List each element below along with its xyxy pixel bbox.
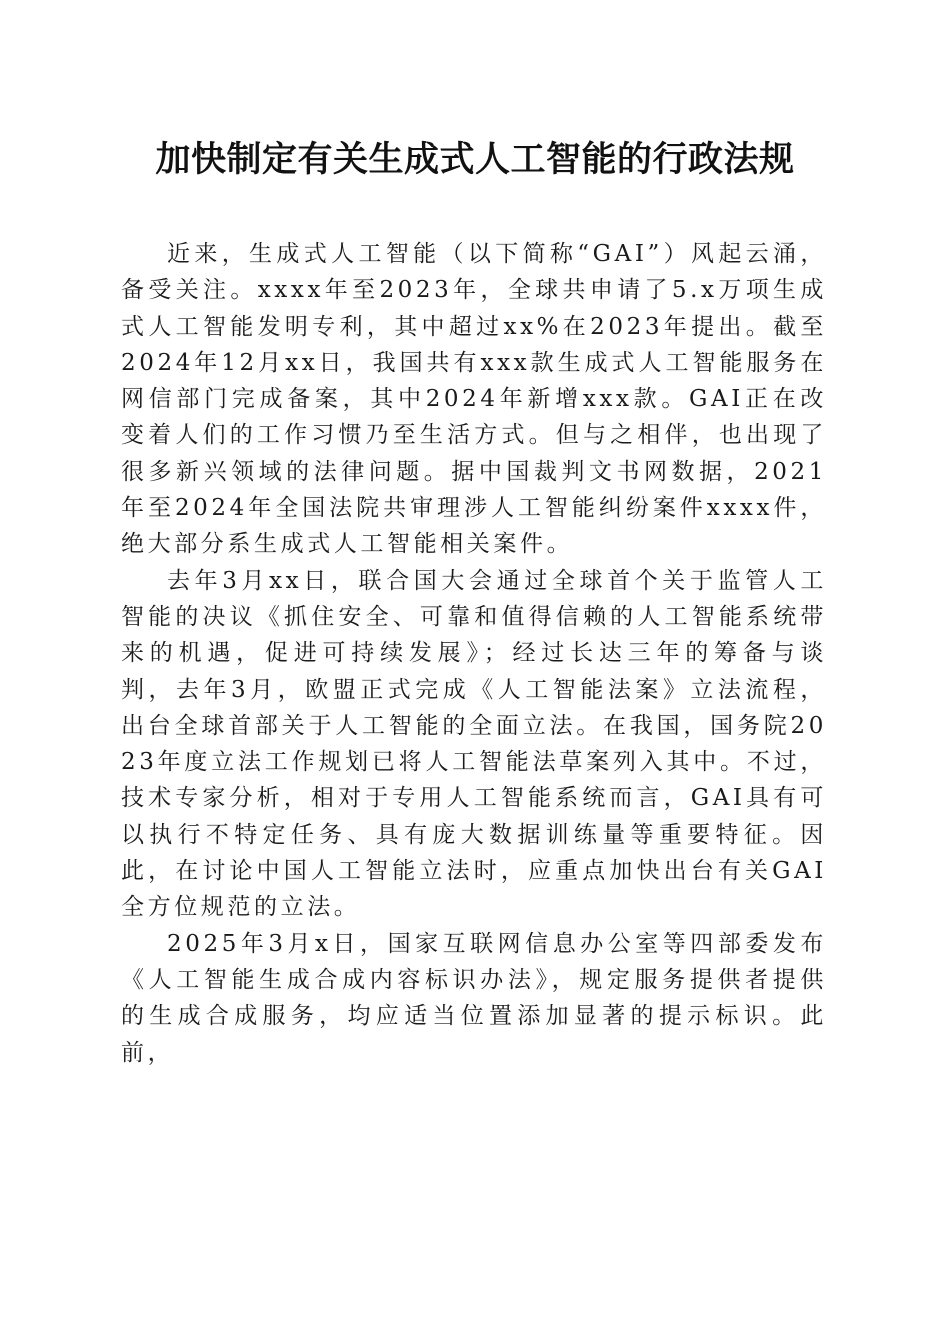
paragraph-1: 近来，生成式人工智能（以下简称“GAI”）风起云涌，备受关注。xxxx年至2023年，全球共申请了5.x万项生成式人工智能发明专利，其中超过xx%在2023年提出。截至2024年12月xx日，我国共有xxx款生成式人工智能服务在网信部门完成备案，其中2024年新增xxx款。GAI正在改变着人们的工作习惯乃至生活方式。但与之相伴，也出现了很多新兴领域的法律问题。据中国裁判文书网数据，2021年至2024年全国法院共审理涉人工智能纠纷案件xxxx件，绝大部分系生成式人工智能相关案件。 xyxy=(121,241,827,558)
paragraph-2: 去年3月xx日，联合国大会通过全球首个关于监管人工智能的决议《抓住安全、可靠和值得信赖的人工智能系统带来的机遇，促进可持续发展》；经过长达三年的筹备与谈判，去年3月，欧盟正式完成《人工智能法案》立法流程，出台全球首部关于人工智能的全面立法。在我国，国务院2023年度立法工作规划已将人工智能法草案列入其中。不过，技术专家分析，相对于专用人工智能系统而言，GAI具有可以执行不特定任务、具有庞大数据训练量等重要特征。因此，在讨论中国人工智能立法时，应重点加快出台有关GAI全方位规范的立法。 xyxy=(121,567,827,921)
paragraph-3: 2025年3月x日，国家互联网信息办公室等四部委发布《人工智能生成合成内容标识办法》，规定服务提供者提供的生成合成服务，均应适当位置添加显著的提示标识。此前， xyxy=(121,930,827,1066)
document-body xyxy=(121,236,827,1071)
document-title: 加快制定有关生成式人工智能的行政法规 xyxy=(155,139,795,180)
